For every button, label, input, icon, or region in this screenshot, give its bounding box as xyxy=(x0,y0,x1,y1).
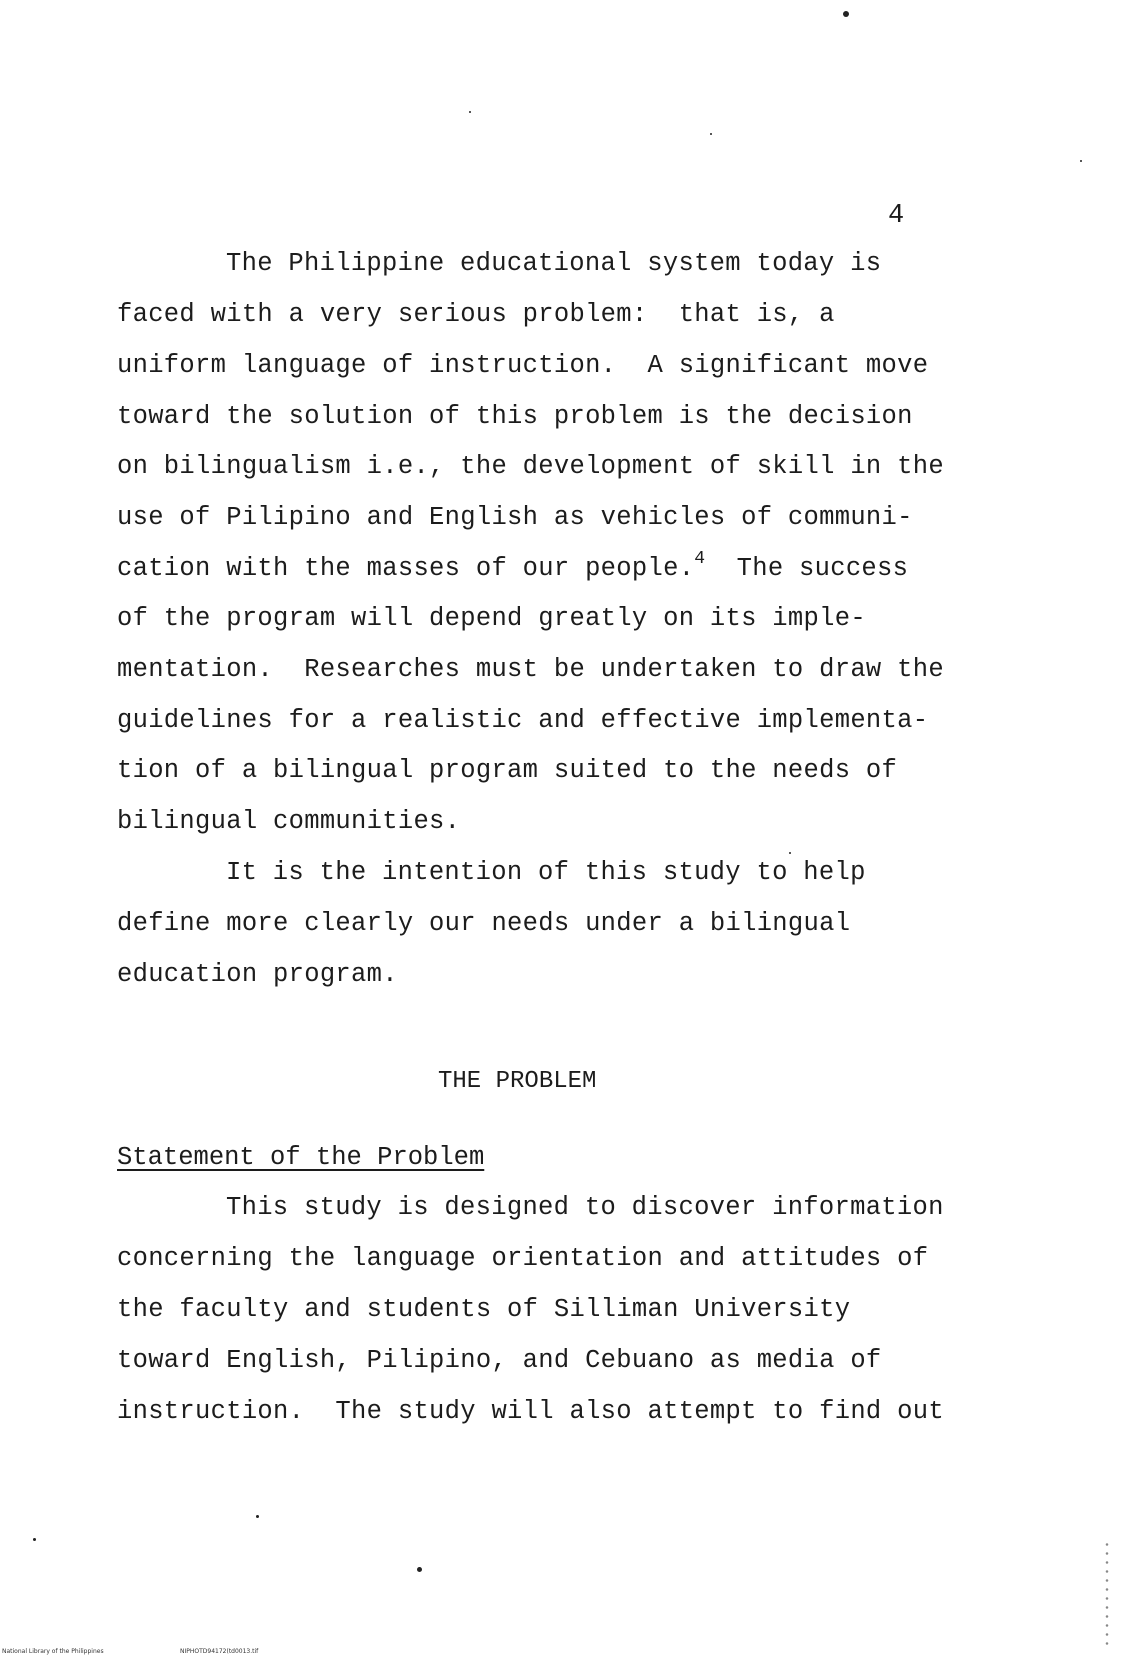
paragraph-1-line: mentation. Researches must be undertaken to draw the xyxy=(117,655,944,684)
paragraph-1-line: bilingual communities. xyxy=(117,807,461,836)
paragraph-1-line: tion of a bilingual program suited to the needs of xyxy=(117,756,898,785)
page-number: 4 xyxy=(888,201,905,231)
paragraph-3-line: toward English, Pilipino, and Cebuano as media of xyxy=(117,1346,882,1375)
footer-file-id: NIPHOTD94172(td0013.tif xyxy=(180,1648,259,1655)
paragraph-1-line: faced with a very serious problem: that is, a xyxy=(117,300,835,329)
scan-speck xyxy=(256,1515,259,1518)
footer-library-label: National Library of the Philippines xyxy=(2,1648,104,1655)
scan-speck xyxy=(710,133,712,135)
paragraph-1-line: guidelines for a realistic and effective implementa- xyxy=(117,706,929,735)
scan-speck xyxy=(843,11,849,17)
scan-speck xyxy=(417,1567,422,1572)
scan-speck xyxy=(469,111,471,113)
scan-edge-noise xyxy=(1104,1540,1110,1650)
paragraph-1-line: on bilingualism i.e., the development of skill in the xyxy=(117,452,944,481)
paragraph-1-line-text: cation with the masses of our people. xyxy=(117,554,695,583)
paragraph-1-line: of the program will depend greatly on its imple- xyxy=(117,604,866,633)
footnote-reference: 4 xyxy=(694,549,706,569)
paragraph-1-line: The Philippine educational system today is xyxy=(226,249,882,278)
section-heading: THE PROBLEM xyxy=(438,1068,597,1095)
scan-speck xyxy=(789,852,791,854)
paragraph-1-line-tail: The success xyxy=(705,554,909,583)
paragraph-1-line: uniform language of instruction. A significant move xyxy=(117,351,929,380)
subsection-heading: Statement of the Problem xyxy=(117,1143,485,1172)
paragraph-1-line-with-footnote xyxy=(117,549,909,587)
paragraph-3-line: concerning the language orientation and attitudes of xyxy=(117,1244,929,1273)
paragraph-1-line: toward the solution of this problem is the decision xyxy=(117,402,913,431)
scan-speck xyxy=(1080,160,1082,162)
paragraph-2-line: define more clearly our needs under a bilingual xyxy=(117,909,851,938)
paragraph-1-line: use of Pilipino and English as vehicles of communi- xyxy=(117,503,913,532)
paragraph-2-line: It is the intention of this study to help xyxy=(226,858,866,887)
paragraph-3-line: This study is designed to discover information xyxy=(226,1193,944,1222)
paragraph-3-line: the faculty and students of Silliman University xyxy=(117,1295,851,1324)
paragraph-2-line: education program. xyxy=(117,960,398,989)
scan-speck xyxy=(33,1538,36,1541)
paragraph-3-line: instruction. The study will also attempt to find out xyxy=(117,1397,944,1426)
